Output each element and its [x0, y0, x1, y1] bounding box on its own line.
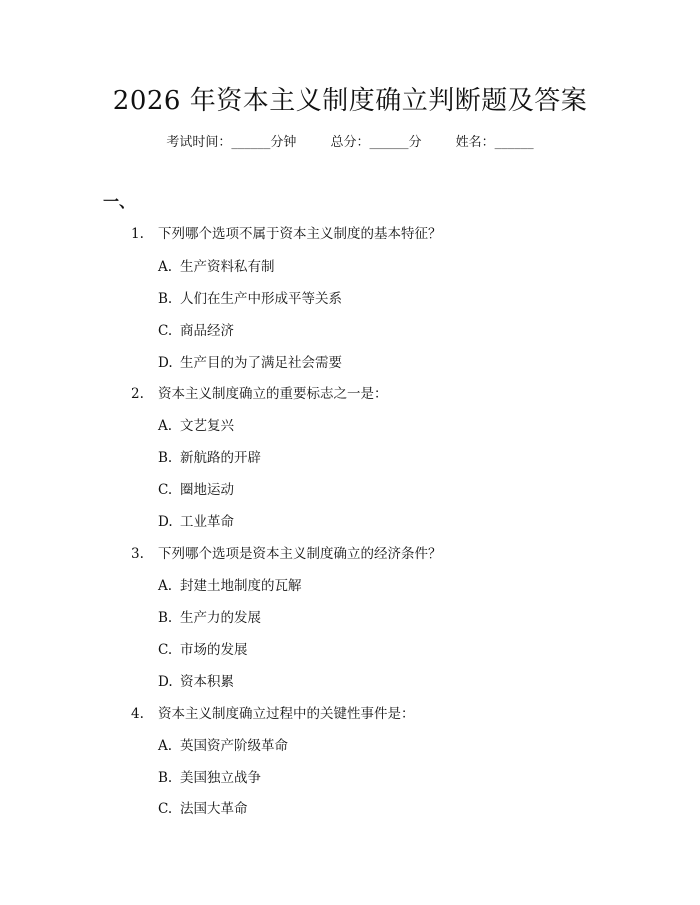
option-letter: D.: [158, 355, 173, 371]
question-text: 下列哪个选项是资本主义制度确立的经济条件？: [158, 546, 442, 562]
option-2d: [158, 510, 234, 530]
question-text: 下列哪个选项不属于资本主义制度的基本特征？: [158, 226, 442, 242]
option-4b: [158, 766, 261, 786]
name-blank: ______: [494, 135, 534, 150]
option-letter: B.: [158, 291, 173, 307]
option-letter: B.: [158, 450, 173, 466]
option-letter: B.: [158, 610, 173, 626]
option-text: 新航路的开辟: [180, 450, 261, 466]
option-letter: A.: [158, 738, 173, 754]
option-text: 生产资料私有制: [180, 259, 275, 275]
option-1c: [158, 319, 234, 339]
option-text: 圈地运动: [180, 482, 234, 498]
option-letter: A.: [158, 578, 173, 594]
option-4a: [158, 734, 288, 754]
total-score-blank: ______: [369, 135, 409, 150]
option-letter: A.: [158, 418, 173, 434]
option-text: 封建土地制度的瓦解: [180, 578, 302, 594]
option-letter: C.: [158, 801, 173, 817]
option-letter: A.: [158, 259, 173, 275]
question-2: [131, 382, 388, 402]
option-letter: C.: [158, 482, 173, 498]
section-heading: 一、: [103, 192, 136, 211]
option-letter: B.: [158, 770, 173, 786]
option-4c: [158, 797, 248, 817]
option-text: 美国独立战争: [180, 770, 261, 786]
option-text: 法国大革命: [180, 801, 248, 817]
question-number: 3.: [131, 546, 144, 562]
option-text: 商品经济: [180, 323, 234, 339]
option-text: 市场的发展: [180, 642, 248, 658]
question-number: 2.: [131, 386, 144, 402]
option-text: 工业革命: [180, 514, 234, 530]
option-2c: [158, 478, 234, 498]
option-3c: [158, 638, 248, 658]
option-text: 生产力的发展: [180, 610, 261, 626]
exam-time-unit: 分钟: [270, 135, 297, 150]
question-text: 资本主义制度确立的重要标志之一是：: [158, 386, 388, 402]
option-letter: C.: [158, 323, 173, 339]
total-score-unit: 分: [408, 135, 422, 150]
name-label: 姓名：: [455, 135, 495, 150]
question-3: [131, 542, 442, 562]
question-text: 资本主义制度确立过程中的关键性事件是：: [158, 706, 415, 722]
option-text: 文艺复兴: [180, 418, 234, 434]
exam-time-blank: ______: [231, 135, 271, 150]
option-text: 人们在生产中形成平等关系: [180, 291, 342, 307]
option-1a: [158, 255, 275, 275]
option-1b: [158, 287, 342, 307]
question-4: [131, 702, 415, 722]
question-1: [131, 222, 442, 242]
option-text: 生产目的为了满足社会需要: [180, 355, 342, 371]
question-number: 1.: [131, 226, 144, 242]
option-letter: D.: [158, 514, 173, 530]
total-score-label: 总分：: [330, 135, 370, 150]
exam-info-line: [0, 131, 700, 150]
option-2b: [158, 446, 261, 466]
option-1d: [158, 351, 342, 371]
question-number: 4.: [131, 706, 144, 722]
option-text: 英国资产阶级革命: [180, 738, 288, 754]
option-3a: [158, 574, 302, 594]
option-2a: [158, 414, 234, 434]
page-title: 2026 年资本主义制度确立判断题及答案: [112, 86, 588, 116]
option-letter: C.: [158, 642, 173, 658]
exam-time-label: 考试时间：: [166, 135, 232, 150]
option-3b: [158, 606, 261, 626]
option-3d: [158, 670, 234, 690]
option-text: 资本积累: [180, 674, 234, 690]
option-letter: D.: [158, 674, 173, 690]
